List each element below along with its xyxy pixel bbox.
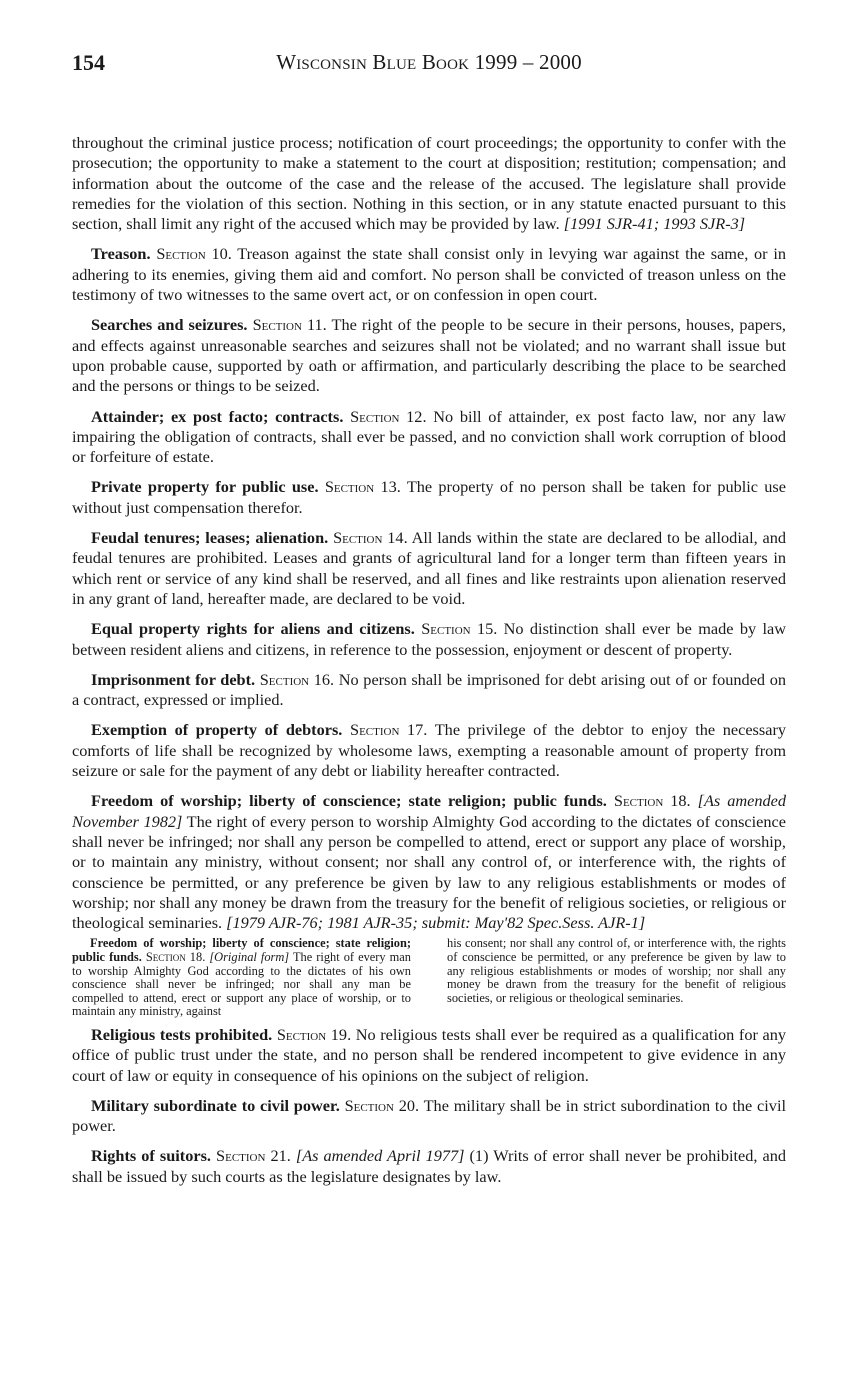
original-form-note (72, 937, 786, 1019)
note-left-column (72, 937, 411, 1019)
section-15 (72, 619, 786, 660)
intro-paragraph (72, 133, 786, 234)
section-14 (72, 528, 786, 609)
page-body (72, 133, 786, 1197)
section-label: Section 16. (259, 669, 335, 689)
intro-citation: [1991 SJR-41; 1993 SJR-3] (563, 214, 746, 234)
section-text: The privilege of the debtor to enjoy the necessary comforts of life shall be recognized by wholesome laws, exempting a reasonable amount of property from seizure or sale for the payment of any debt or liability hereafter contracted. (72, 720, 787, 781)
section-citation: [1979 AJR-76; 1981 AJR-35; submit: May'82 Spec.Sess. AJR-1] (226, 913, 646, 933)
section-11 (72, 315, 786, 396)
section-label: Section 12. (350, 406, 427, 426)
note-text-left: The right of every man to worship Almighty God according to the dictates of his own conscience shall never be infringed; nor shall any man be compelled to attend, erect or support any place of worship, or to maintain any ministry, against (72, 949, 411, 1019)
section-label: Section 14. (333, 528, 408, 548)
section-heading: Attainder; ex post facto; contracts. (91, 406, 344, 426)
section-heading: Exemption of property of debtors. (91, 720, 343, 740)
section-10 (72, 244, 786, 305)
section-heading: Equal property rights for aliens and citizens. (91, 619, 415, 639)
section-heading: Freedom of worship; liberty of conscience; state religion; public funds. (91, 791, 607, 811)
section-label: Section 11. (252, 315, 327, 335)
section-label: Section 19. (276, 1024, 352, 1044)
section-19 (72, 1025, 786, 1086)
section-text: (1) Writs of error shall never be prohibited, and shall be issued by such courts as the legislature designates by law. (72, 1146, 786, 1186)
section-12 (72, 407, 786, 468)
section-16 (72, 670, 786, 711)
section-text: All lands within the state are declared to be allodial, and feudal tenures are prohibited. Leases and grants of agricultural land for a longer term than fifteen years in which rent or service of any kind shall be reserved, and all fines and like restraints upon alienation reserved in any grant of land, hereafter made, are declared to be void. (72, 528, 787, 608)
intro-text: throughout the criminal justice process; notification of court proceedings; the opportunity to confer with the prosecution; the opportunity to make a statement to the court at disposition; restitution; compensation; and information about the outcome of the case and the release of the accused. The legislature shall provide remedies for the violation of this section. Nothing in this section, or in any statute enacted pursuant to this section, shall limit any right of the accused which may be provided by law. (72, 133, 786, 234)
section-label: Section 18. (613, 791, 691, 811)
note-heading: Freedom of worship; liberty of conscience; state religion; public funds. (72, 936, 411, 964)
section-heading: Treason. (91, 244, 151, 264)
section-label: Section 15. (421, 619, 498, 639)
section-heading: Rights of suitors. (91, 1146, 211, 1166)
section-label: Section 10. (156, 244, 232, 264)
section-13 (72, 477, 786, 518)
section-label: Section 13. (324, 477, 401, 497)
note-form-label: [Original form] (209, 949, 290, 964)
section-heading: Religious tests prohibited. (91, 1024, 273, 1044)
section-label: Section 17. (350, 720, 428, 740)
note-right-column (447, 937, 786, 1019)
page-number: 154 (72, 50, 105, 75)
page-header (72, 50, 786, 80)
section-heading: Military subordinate to civil power. (91, 1095, 340, 1115)
section-heading: Searches and seizures. (91, 315, 248, 335)
note-text-right: his consent; nor shall any control of, or interference with, the rights of conscience be permitted, or any preference be given by law to any religious establishments or modes of worship; nor shall any money be drawn from the treasury for the benefit of religious societies, or religious or theological seminaries. (447, 936, 786, 1005)
section-text: No bill of attainder, ex post facto law, nor any law impairing the obligation of contracts, shall ever be passed, and no conviction shall work corruption of blood or forfeiture of estate. (72, 406, 787, 467)
section-heading: Imprisonment for debt. (91, 669, 256, 689)
section-text: No distinction shall ever be made by law between resident aliens and citizens, in reference to the possession, enjoyment or descent of property. (72, 619, 786, 659)
section-label: Section 21. (216, 1146, 291, 1166)
section-heading: Feudal tenures; leases; alienation. (91, 528, 329, 548)
section-17 (72, 720, 786, 781)
section-18 (72, 791, 786, 933)
section-text: No religious tests shall ever be required as a qualification for any office of public trust under the state, and no person shall be rendered incompetent to give evidence in any court of law or equity in consequence of his opinions on the subject of religion. (72, 1024, 786, 1085)
section-heading: Private property for public use. (91, 477, 319, 497)
amendment-note: [As amended November 1982] (72, 791, 787, 831)
section-20 (72, 1096, 786, 1137)
section-text: The military shall be in strict subordination to the civil power. (72, 1095, 786, 1136)
section-text: The right of every person to worship Almighty God according to the dictates of conscience shall never be infringed; nor shall any person be compelled to attend, erect or support any place of worship, or to maintain any ministry, without consent; nor shall any control of, or interference with, the rights of conscience be permitted, or any preference be given by law to any religious establishments or modes of worship; nor shall any money be drawn from the treasury for the benefit of religious societies, or religious or theological seminaries. (72, 811, 786, 933)
section-text: Treason against the state shall consist only in levying war against the same, or in adhering to its enemies, giving them aid and comfort. No person shall be convicted of treason unless on the testimony of two witnesses to the same overt act, or on confession in open court. (72, 244, 786, 305)
section-21 (72, 1146, 786, 1187)
running-head: Wisconsin Blue Book 1999 – 2000 (276, 50, 582, 74)
section-label: Section 20. (344, 1095, 420, 1115)
section-text: The property of no person shall be taken for public use without just compensation therefor. (72, 477, 786, 517)
section-text: The right of the people to be secure in their persons, houses, papers, and effects against unreasonable searches and seizures shall not be violated; and no warrant shall issue but upon probable cause, supported by oath or affirmation, and particularly describing the place to be searched and the persons or things to be seized. (72, 315, 786, 396)
section-text: No person shall be imprisoned for debt arising out of or founded on a contract, expressed or implied. (72, 669, 786, 710)
note-section-label: Section 18. (145, 949, 206, 964)
amendment-note: [As amended April 1977] (295, 1146, 465, 1166)
